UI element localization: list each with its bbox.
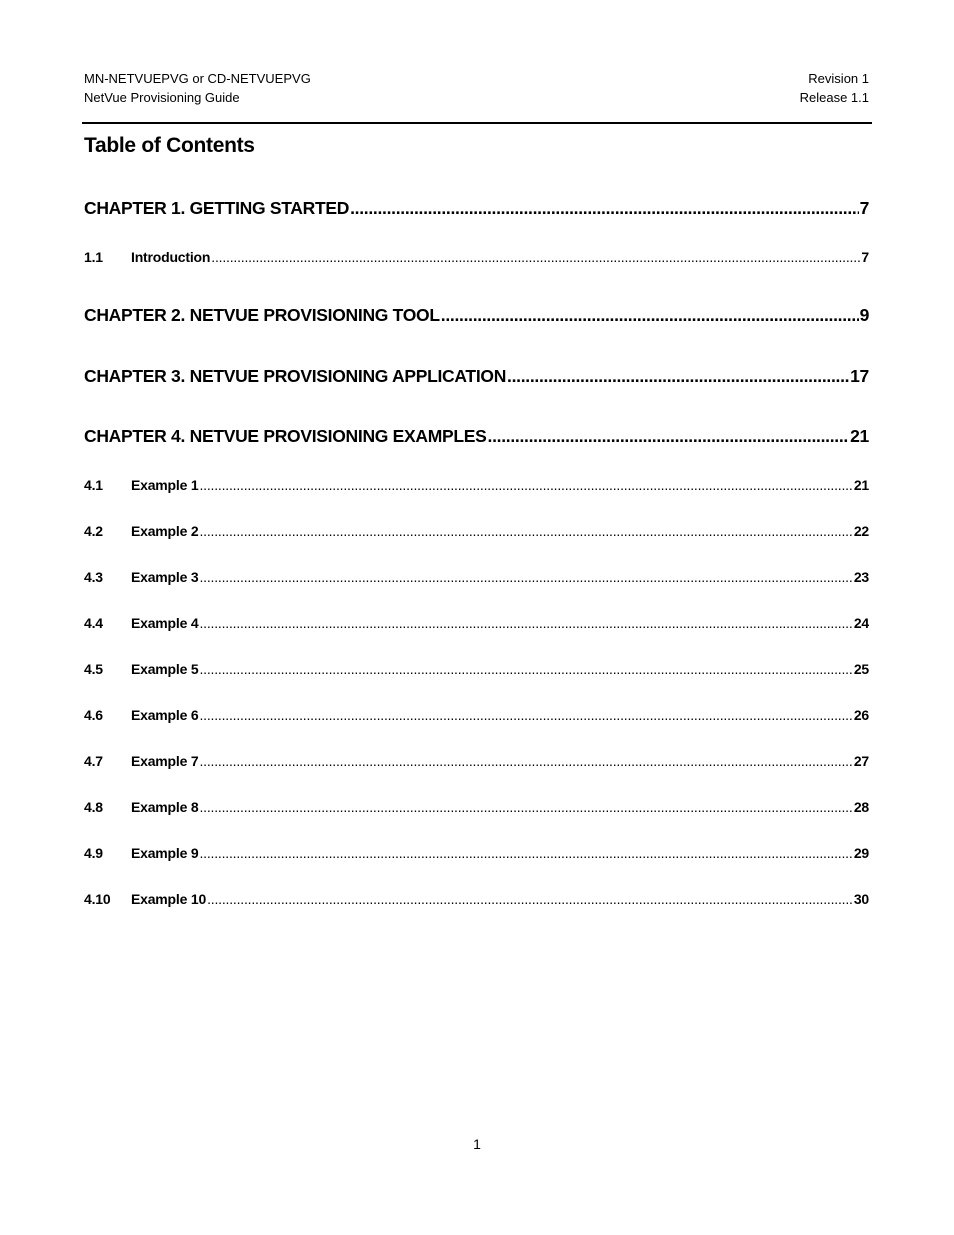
header-right <box>800 69 869 107</box>
toc-dot-leader <box>199 707 852 723</box>
toc-dot-leader <box>199 523 852 539</box>
toc-dot-leader <box>199 477 852 493</box>
toc-entry-page: 17 <box>850 366 869 386</box>
toc-entry-number: 4.6 <box>84 707 103 723</box>
header-left <box>84 69 311 107</box>
toc-entry-section-4-5[interactable] <box>84 661 869 677</box>
toc-entry-chapter-2[interactable] <box>84 305 869 326</box>
toc-dot-leader <box>507 366 849 387</box>
toc-entry-section-4-1[interactable] <box>84 477 869 493</box>
toc-entry-label: Example 4 <box>131 615 199 631</box>
toc-entry-number: 4.5 <box>84 661 103 677</box>
toc-entry-section-1-1[interactable] <box>84 249 869 265</box>
toc-entry-chapter-1[interactable] <box>84 198 869 219</box>
toc-entry-page: 7 <box>859 198 869 218</box>
toc-entry-number: 4.3 <box>84 569 103 585</box>
toc-entry-section-4-3[interactable] <box>84 569 869 585</box>
toc-entry-section-4-9[interactable] <box>84 845 869 861</box>
doc-title: NetVue Provisioning Guide <box>84 90 240 105</box>
toc-entry-page: 21 <box>853 477 869 493</box>
toc-entry-section-4-10[interactable] <box>84 891 869 907</box>
toc-dot-leader <box>199 799 852 815</box>
toc-entry-number: 4.10 <box>84 891 111 907</box>
toc-entry-page: 26 <box>853 707 869 723</box>
release-label: Release 1.1 <box>799 90 869 105</box>
page-number: 1 <box>473 1136 481 1152</box>
toc-entry-section-4-4[interactable] <box>84 615 869 631</box>
toc-entry-number: 4.8 <box>84 799 103 815</box>
toc-entry-label: Example 10 <box>131 891 207 907</box>
toc-entry-label: CHAPTER 2. NETVUE PROVISIONING TOOL <box>84 305 440 325</box>
doc-id: MN-NETVUEPVG or CD-NETVUEPVG <box>84 71 311 86</box>
toc-entry-section-4-7[interactable] <box>84 753 869 769</box>
toc-dot-leader <box>199 753 852 769</box>
toc-entry-label: Example 8 <box>131 799 199 815</box>
toc-entry-label: Example 9 <box>131 845 199 861</box>
toc-dot-leader <box>211 249 860 265</box>
toc-entry-section-4-2[interactable] <box>84 523 869 539</box>
toc-dot-leader <box>441 305 859 326</box>
toc-entry-number: 4.4 <box>84 615 103 631</box>
toc-entry-page: 27 <box>853 753 869 769</box>
toc-dot-leader <box>350 198 858 219</box>
toc-entry-number: 4.1 <box>84 477 103 493</box>
toc-entry-label: Example 2 <box>131 523 199 539</box>
toc-entry-page: 7 <box>861 249 869 265</box>
toc-entry-page: 30 <box>853 891 869 907</box>
toc-entry-label: CHAPTER 3. NETVUE PROVISIONING APPLICATION <box>84 366 507 386</box>
toc-entry-label: Example 5 <box>131 661 199 677</box>
revision-label: Revision 1 <box>808 71 869 86</box>
toc-entry-label: Example 3 <box>131 569 199 585</box>
toc-entry-label: Example 7 <box>131 753 199 769</box>
toc-dot-leader <box>488 426 850 447</box>
toc-dot-leader <box>199 569 852 585</box>
toc-entry-chapter-3[interactable] <box>84 366 869 387</box>
header-divider <box>82 122 872 124</box>
toc-entry-page: 9 <box>859 305 869 325</box>
toc-entry-section-4-8[interactable] <box>84 799 869 815</box>
toc-dot-leader <box>199 845 852 861</box>
toc-dot-leader <box>207 891 853 907</box>
toc-entry-section-4-6[interactable] <box>84 707 869 723</box>
toc-entry-number: 4.9 <box>84 845 103 861</box>
toc-entry-label: Example 6 <box>131 707 199 723</box>
toc-entry-chapter-4[interactable] <box>84 426 869 447</box>
toc-entry-number: 1.1 <box>84 249 103 265</box>
toc-dot-leader <box>199 661 852 677</box>
toc-entry-page: 25 <box>853 661 869 677</box>
toc-dot-leader <box>199 615 852 631</box>
toc-entry-page: 28 <box>853 799 869 815</box>
toc-entry-number: 4.7 <box>84 753 103 769</box>
toc-title: Table of Contents <box>84 134 255 157</box>
toc-entry-page: 29 <box>853 845 869 861</box>
toc-entry-label: Introduction <box>131 249 211 265</box>
toc-entry-page: 23 <box>853 569 869 585</box>
toc-entry-page: 21 <box>850 426 869 446</box>
toc-entry-label: Example 1 <box>131 477 199 493</box>
toc-entry-label: CHAPTER 4. NETVUE PROVISIONING EXAMPLES <box>84 426 487 446</box>
toc-entry-page: 22 <box>853 523 869 539</box>
toc-entry-number: 4.2 <box>84 523 103 539</box>
toc-entry-label: CHAPTER 1. GETTING STARTED <box>84 198 350 218</box>
toc-entry-page: 24 <box>853 615 869 631</box>
